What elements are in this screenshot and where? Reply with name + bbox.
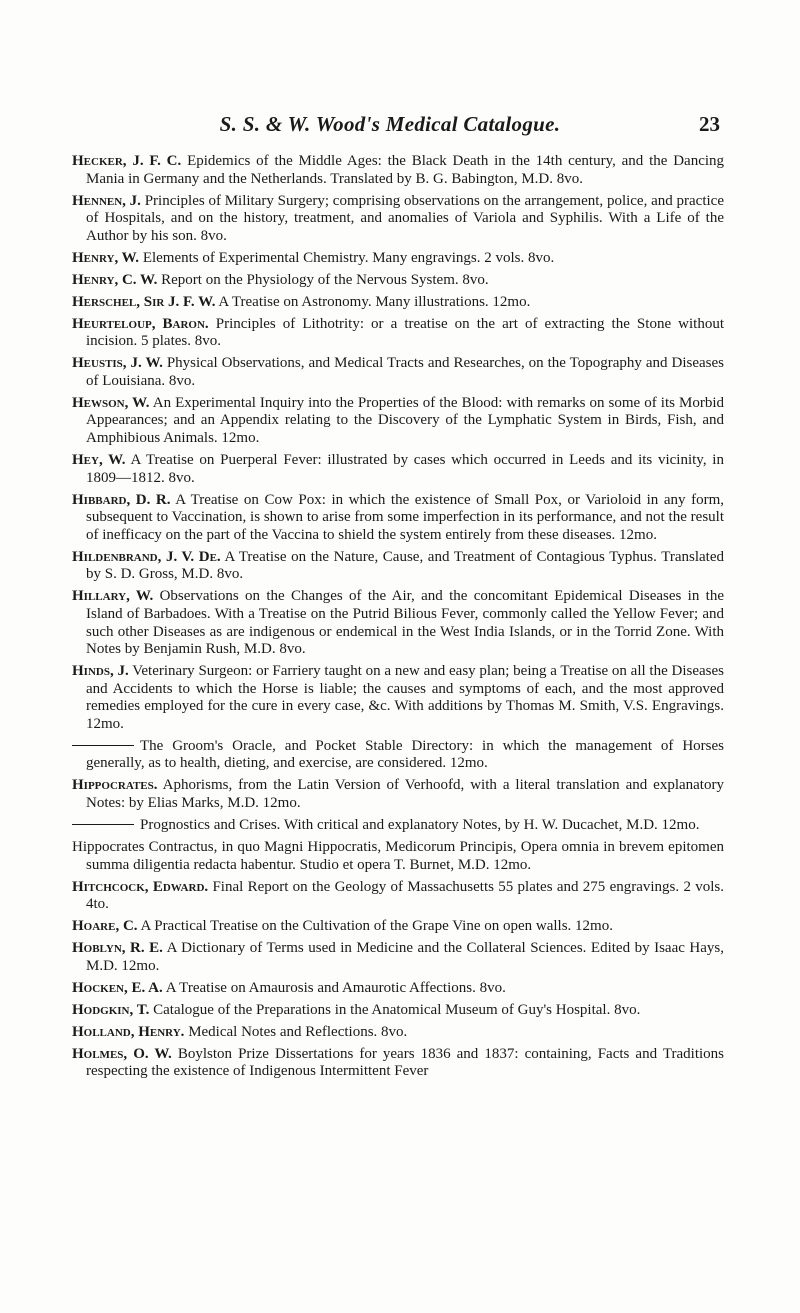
catalogue-entry: [72, 549, 724, 584]
catalogue-entry: [72, 1002, 724, 1020]
catalogue-entry: [72, 294, 724, 312]
entry-description: Medical Notes and Reflections. 8vo.: [188, 1023, 408, 1040]
entry-description: Physical Observations, and Medical Tracts and Researches, on the Topography and Diseases of Louisiana. 8vo.: [86, 355, 724, 389]
catalogue-entry: [72, 316, 724, 351]
entry-description: A Treatise on Astronomy. Many illustrations. 12mo.: [218, 293, 531, 310]
entry-author: Hildenbrand, J. V. De.: [72, 548, 221, 565]
entry-description: Report on the Physiology of the Nervous System. 8vo.: [161, 271, 489, 288]
entry-author: Hewson, W.: [72, 394, 150, 411]
catalogue-entry: [72, 1046, 724, 1081]
entry-description: Final Report on the Geology of Massachusetts 55 plates and 275 engravings. 2 vols. 4to.: [86, 878, 724, 913]
entry-author: Henry, C. W.: [72, 271, 158, 288]
catalogue-entry: [72, 492, 724, 545]
entry-description: in quo Magni Hippocratis, Medicorum Principis, Opera omnia in brevem epitomen summa diligentia redacta habentur. Studio et opera T. Burnet, M.D. 12mo.: [86, 839, 724, 873]
catalogue-entry: [72, 839, 724, 874]
ditto-dash: [72, 745, 134, 746]
catalogue-entry: [72, 777, 724, 812]
entry-author: Hocken, E. A.: [72, 979, 163, 996]
entry-author: Heurteloup, Baron.: [72, 315, 209, 332]
catalogue-entry: [72, 153, 724, 188]
page-number: 23: [699, 112, 720, 136]
entry-description: Prognostics and Crises. With critical and explanatory Notes, by H. W. Ducachet, M.D. 12mo.: [140, 817, 700, 834]
catalogue-entry: [72, 738, 724, 773]
entry-description: Epidemics of the Middle Ages: the Black Death in the 14th century, and the Dancing Mania in Germany and the Netherlands. Translated by B. G. Babington, M.D. 8vo.: [86, 153, 725, 187]
catalogue-entry: [72, 918, 724, 936]
entry-author: Hoblyn, R. E.: [72, 940, 163, 957]
catalogue-entry: [72, 879, 724, 914]
entry-author: Hennen, J.: [72, 192, 141, 209]
entry-description: Elements of Experimental Chemistry. Many engravings. 2 vols. 8vo.: [142, 249, 555, 266]
entry-author: Holmes, O. W.: [72, 1045, 172, 1062]
entry-description: Boylston Prize Dissertations for years 1836 and 1837: containing, Facts and Traditions respecting the existence of Indigenous Intermittent Fever: [86, 1045, 725, 1080]
catalogue-entry: [72, 940, 724, 975]
entry-author: Hibbard, D. R.: [72, 491, 171, 508]
entry-description: Observations on the Changes of the Air, and the concomitant Epidemical Diseases in the Island of Barbadoes. With a Treatise on the Putrid Bilious Fever, commonly called the Yellow Fever; and such other Diseases as are indigenous or endemical in the West India Islands, or in the Torrid Zone. With Notes by Benjamin Rush, M.D. 8vo.: [86, 588, 724, 658]
entry-author: Hippocrates Contractus,: [72, 839, 218, 856]
entry-author: Heustis, J. W.: [72, 355, 163, 372]
catalogue-entry: [72, 193, 724, 246]
catalogue-entries: [72, 153, 724, 1081]
catalogue-entry: [72, 250, 724, 268]
entry-description: A Treatise on the Nature, Cause, and Treatment of Contagious Typhus. Translated by S. D. Gross, M.D. 8vo.: [86, 548, 724, 583]
entry-author: Henry, W.: [72, 249, 140, 266]
catalogue-entry: [72, 663, 724, 733]
entry-author: Herschel, Sir J. F. W.: [72, 293, 216, 310]
entry-author: Hippocrates.: [72, 777, 158, 794]
running-head: [60, 112, 720, 142]
entry-description: Aphorisms, from the Latin Version of Verhoofd, with a literal translation and explanatory Notes: by Elias Marks, M.D. 12mo.: [86, 777, 724, 812]
catalogue-entry: [72, 355, 724, 390]
entry-description: The Groom's Oracle, and Pocket Stable Directory: in which the management of Horses generally, as to health, dieting, and exercise, are considered. 12mo.: [86, 737, 724, 772]
entry-author: Hodgkin, T.: [72, 1001, 150, 1018]
entry-description: A Treatise on Puerperal Fever: illustrated by cases which occurred in Leeds and its vicinity, in 1809—1812. 8vo.: [86, 452, 724, 486]
entry-author: Hey, W.: [72, 452, 126, 469]
catalogue-entry: [72, 980, 724, 998]
catalogue-entry: [72, 395, 724, 448]
entry-description: A Dictionary of Terms used in Medicine and the Collateral Sciences. Edited by Isaac Hays, M.D. 12mo.: [86, 940, 724, 974]
entry-description: A Treatise on Cow Pox: in which the existence of Small Pox, or Varioloid in any form, subsequent to Vaccination, is shown to arise from some imperfection in its performance, and not the result of inefficacy on the part of the Vaccina to shield the system entirely from these diseases. 12mo.: [86, 491, 725, 543]
catalogue-entry: [72, 452, 724, 487]
catalogue-entry: [72, 817, 724, 835]
catalogue-entry: [72, 1024, 724, 1042]
catalogue-entry: [72, 272, 724, 290]
entry-author: Hoare, C.: [72, 918, 138, 935]
entry-description: Principles of Military Surgery; comprising observations on the arrangement, police, and practice of Hospitals, and on the history, treatment, and anomalies of Variola and Syphilis. With a Life of the Author by his son. 8vo.: [86, 192, 724, 244]
entry-description: Principles of Lithotrity: or a treatise on the art of extracting the Stone without incision. 5 plates. 8vo.: [86, 315, 724, 350]
entry-description: An Experimental Inquiry into the Properties of the Blood: with remarks on some of its Morbid Appearances; and an Appendix relating to the Discovery of the Lymphatic System in Birds, Fish, and Amphibious Animals. 12mo.: [86, 394, 724, 447]
entry-author: Hillary, W.: [72, 588, 154, 605]
entry-description: Veterinary Surgeon: or Farriery taught on a new and easy plan; being a Treatise on all the Diseases and Accidents to which the Horse is liable; the causes and symptoms of each, and the most approved remedies employed for the cure in every case, &c. With additions by Thomas M. Smith, V.S. Engravings. 12mo.: [86, 663, 724, 732]
running-title: S. S. & W. Wood's Medical Catalogue.: [219, 112, 561, 136]
entry-author: Hecker, J. F. C.: [72, 153, 182, 169]
catalogue-entry: [72, 588, 724, 658]
entry-author: Holland, Henry.: [72, 1023, 185, 1040]
entry-author: Hitchcock, Edward.: [72, 878, 209, 895]
entry-description: A Treatise on Amaurosis and Amaurotic Affections. 8vo.: [165, 979, 506, 996]
entry-description: Catalogue of the Preparations in the Anatomical Museum of Guy's Hospital. 8vo.: [153, 1001, 641, 1018]
ditto-dash: [72, 824, 134, 825]
entry-author: Hinds, J.: [72, 663, 129, 680]
entry-description: A Practical Treatise on the Cultivation of the Grape Vine on open walls. 12mo.: [140, 918, 613, 935]
